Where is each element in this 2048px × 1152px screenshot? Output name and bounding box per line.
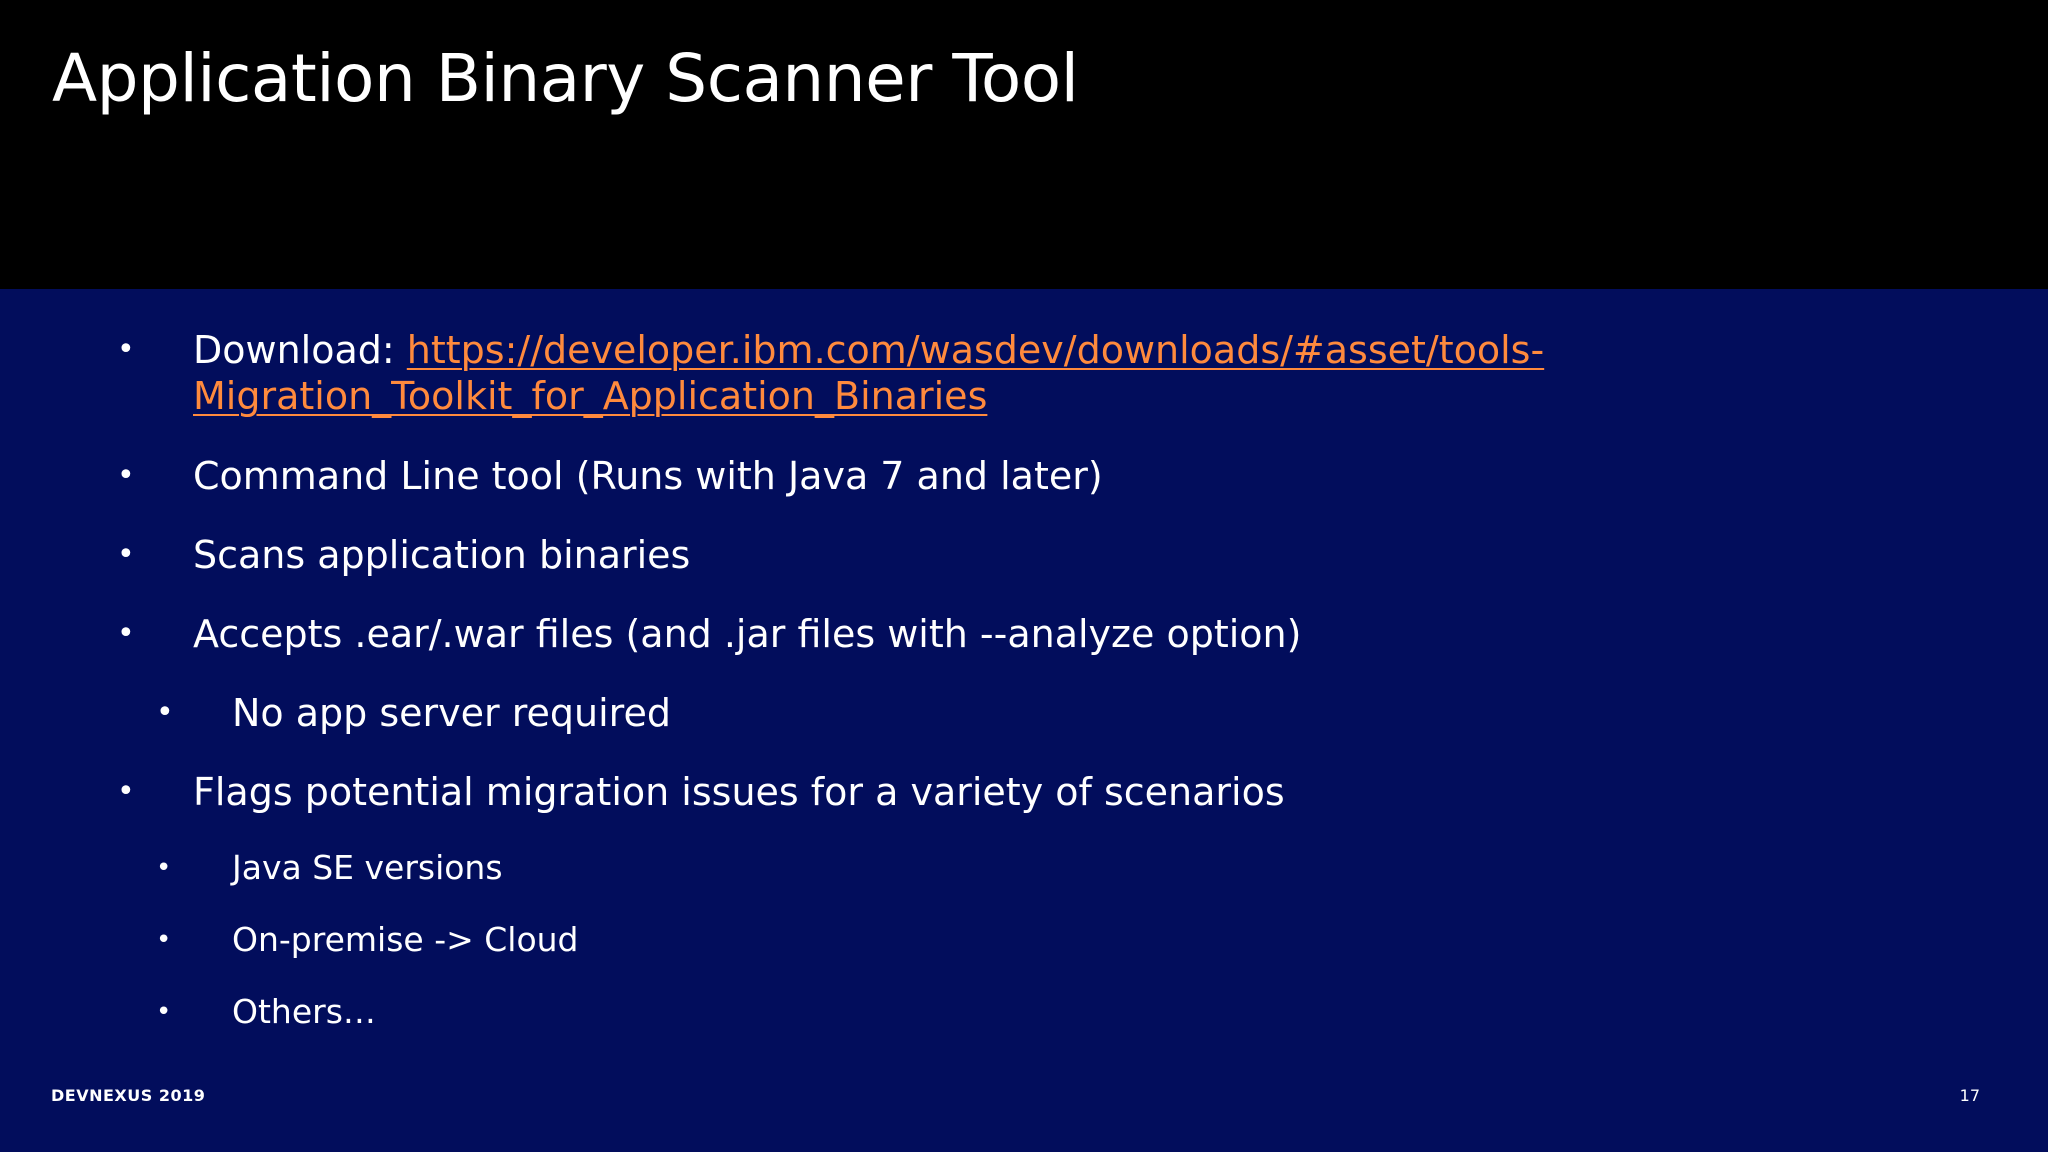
- page-number: 17: [1959, 1086, 1980, 1105]
- footer-event-label: DEVNEXUS 2019: [51, 1086, 206, 1105]
- bullet-dot-icon: •: [156, 853, 172, 883]
- download-link-line2[interactable]: Migration_Toolkit_for_Application_Binaries: [193, 374, 988, 418]
- bullet-text: Scans application binaries: [193, 533, 691, 577]
- bullet-download-continued: [193, 372, 987, 420]
- bullet-dot-icon: •: [117, 332, 135, 367]
- bullet-dot-icon: •: [156, 695, 174, 730]
- title-bar: [0, 0, 2048, 289]
- bullet-dot-icon: •: [156, 925, 172, 955]
- bullet-text: Java SE versions: [232, 848, 503, 887]
- bullet-text: No app server required: [232, 691, 671, 735]
- bullet-text: On-premise -> Cloud: [232, 920, 579, 959]
- bullet-text: Accepts .ear/.war files (and .jar files with --analyze option): [193, 612, 1302, 656]
- bullet-text: Flags potential migration issues for a variety of scenarios: [193, 770, 1285, 814]
- download-label: Download:: [193, 328, 407, 372]
- bullet-dot-icon: •: [117, 458, 135, 493]
- bullet-text: Others…: [232, 992, 376, 1031]
- bullet-dot-icon: •: [117, 537, 135, 572]
- bullet-dot-icon: •: [117, 616, 135, 651]
- download-link-line1[interactable]: https://developer.ibm.com/wasdev/downloads/#asset/tools-: [406, 328, 1545, 372]
- bullet-text: Command Line tool (Runs with Java 7 and later): [193, 454, 1103, 498]
- bullet-dot-icon: •: [156, 997, 172, 1027]
- slide-title: Application Binary Scanner Tool: [52, 40, 1079, 117]
- bullet-dot-icon: •: [117, 774, 135, 809]
